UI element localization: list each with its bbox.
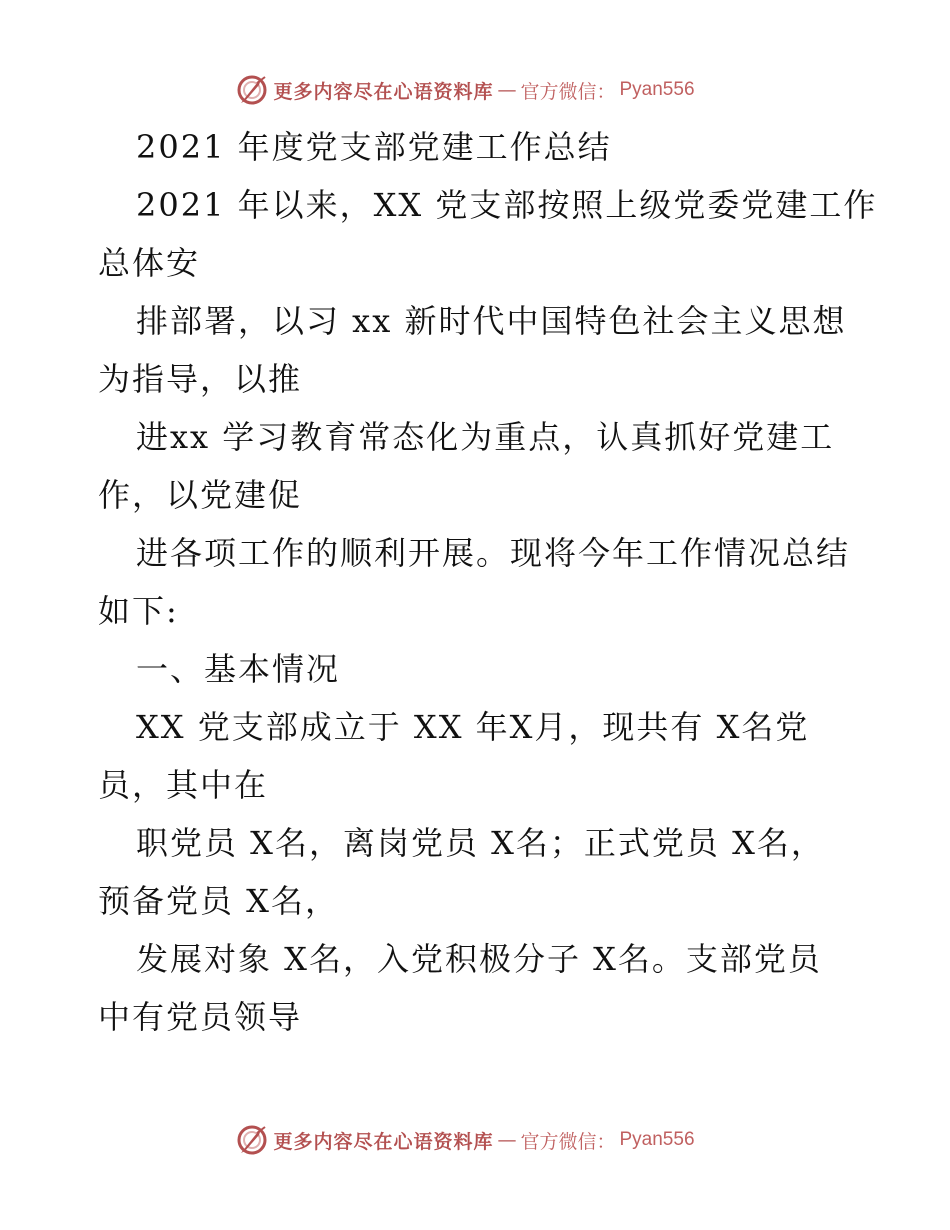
footer-banner-dash: — (497, 1129, 517, 1151)
doc-line: 中有党员领导 (98, 998, 303, 1036)
footer-banner-text: 更多内容尽在心语资料库 (273, 1130, 494, 1153)
doc-line: 如下: (98, 592, 179, 630)
doc-line: 预备党员 X名， (98, 882, 339, 920)
feather-pen-logo-icon (235, 1123, 269, 1157)
footer-banner-inner (235, 1123, 694, 1157)
doc-line: 作，以党建促 (98, 476, 303, 514)
header-wechat-label: 官方微信： (520, 80, 616, 103)
doc-line: 排部署，以习 xx 新时代中国特色社会主义思想 (136, 302, 847, 340)
document-body (98, 118, 878, 1046)
doc-line: 总体安 (98, 244, 201, 282)
doc-line: 为指导，以推 (98, 360, 303, 398)
header-banner-inner (235, 73, 694, 107)
doc-title: 2021 年度党支部党建工作总结 (136, 128, 612, 166)
doc-line: 2021 年以来，XX 党支部按照上级党委党建工作 (136, 186, 878, 224)
section-heading: 一、基本情况 (136, 650, 341, 688)
header-banner[interactable] (0, 70, 950, 110)
doc-line: 进xx 学习教育常态化为重点，认真抓好党建工 (136, 418, 835, 456)
footer-banner[interactable] (0, 1120, 950, 1160)
header-banner-dash: — (497, 79, 517, 101)
header-wechat-id: Pyan556 (619, 79, 695, 100)
doc-line: 进各项工作的顺利开展。现将今年工作情况总结 (136, 534, 851, 572)
doc-line: 员，其中在 (98, 766, 269, 804)
doc-line: 职党员 X名，离岗党员 X名；正式党员 X名， (136, 824, 825, 862)
footer-wechat-label: 官方微信： (520, 1130, 616, 1153)
header-banner-text: 更多内容尽在心语资料库 (273, 80, 494, 103)
doc-line: 发展对象 X名，入党积极分子 X名。支部党员 (136, 940, 822, 978)
footer-wechat-id: Pyan556 (619, 1129, 695, 1150)
feather-pen-logo-icon (235, 73, 269, 107)
doc-line: XX 党支部成立于 XX 年X月，现共有 X名党 (136, 708, 810, 746)
